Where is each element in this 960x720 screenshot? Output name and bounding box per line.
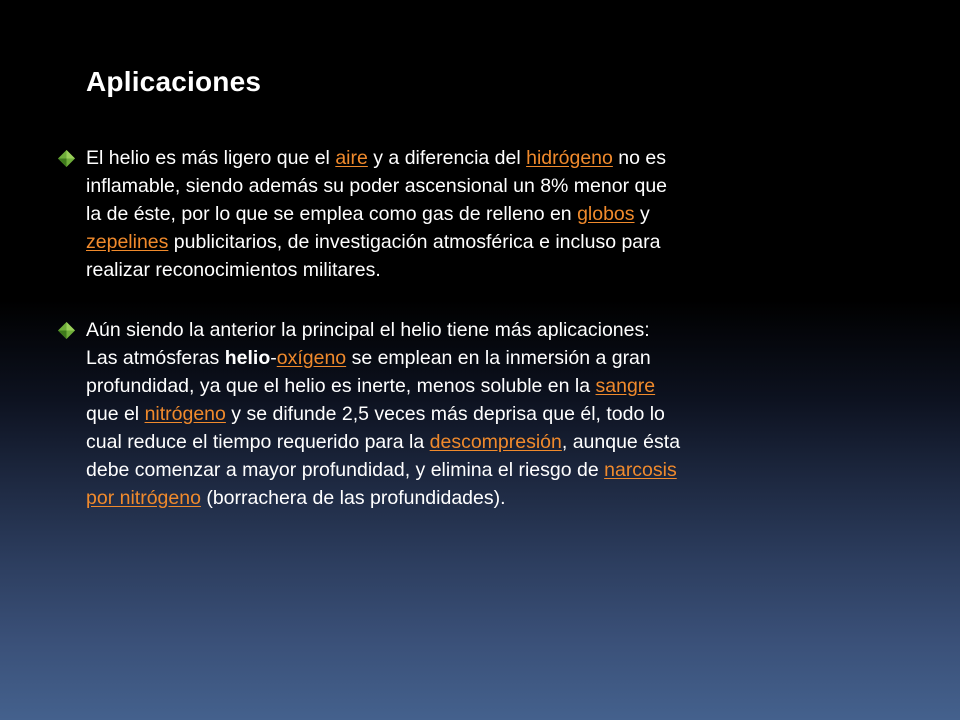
text-segment: y	[634, 203, 650, 225]
text-segment: El helio es más ligero que el	[86, 147, 336, 169]
slide-title: Aplicaciones	[86, 66, 262, 97]
text-line	[86, 456, 677, 484]
text-segment: realizar reconocimientos militares.	[86, 259, 381, 281]
text-line	[86, 484, 506, 512]
text-segment: y a diferencia del	[367, 147, 527, 169]
text-line	[86, 372, 655, 400]
text-line	[86, 400, 665, 428]
text-line	[86, 228, 660, 256]
text-segment: Las atmósferas	[86, 347, 225, 369]
link-hidrogeno[interactable]: hidrógeno	[526, 147, 613, 169]
text-segment: , aunque ésta	[561, 431, 681, 453]
text-segment: no es	[612, 147, 666, 169]
link-nitrogeno[interactable]: nitrógeno	[144, 403, 226, 425]
text-segment: profundidad, ya que el helio es inerte, menos soluble en la	[86, 375, 596, 397]
text-segment: -	[270, 347, 277, 369]
text-line	[86, 172, 667, 200]
bold-term: helio	[224, 347, 271, 369]
link-oxigeno[interactable]: oxígeno	[276, 347, 347, 369]
link-zepelines[interactable]: zepelines	[86, 231, 169, 253]
text-segment: debe comenzar a mayor profundidad, y elimina el riesgo de	[86, 459, 605, 481]
text-segment: y se difunde 2,5 veces más deprisa que él, todo lo	[225, 403, 665, 425]
text-segment: se emplean en la inmersión a gran	[346, 347, 651, 369]
link-aire[interactable]: aire	[335, 147, 368, 169]
green-diamond-icon	[58, 150, 75, 167]
link-sangre[interactable]: sangre	[595, 375, 656, 397]
text-segment: la de éste, por lo que se emplea como gas de relleno en	[86, 203, 578, 225]
link-por-nitrogeno[interactable]: por nitrógeno	[86, 487, 201, 509]
link-descompresion[interactable]: descompresión	[429, 431, 562, 453]
text-line	[86, 144, 666, 172]
text-line	[86, 316, 650, 344]
text-segment: publicitarios, de investigación atmosférica e incluso para	[168, 231, 661, 253]
text-segment: cual reduce el tiempo requerido para la	[86, 431, 430, 453]
text-line	[86, 428, 680, 456]
text-line	[86, 256, 381, 284]
text-segment: inflamable, siendo además su poder ascensional un 8% menor que	[86, 175, 668, 197]
text-segment: Aún siendo la anterior la principal el helio tiene más aplicaciones:	[86, 319, 650, 341]
link-narcosis[interactable]: narcosis	[604, 459, 677, 481]
text-segment: (borrachera de las profundidades).	[200, 487, 506, 509]
link-globos[interactable]: globos	[577, 203, 635, 225]
green-diamond-icon	[58, 322, 75, 339]
text-line	[86, 200, 650, 228]
text-line	[86, 344, 651, 372]
text-segment: que el	[86, 403, 145, 425]
